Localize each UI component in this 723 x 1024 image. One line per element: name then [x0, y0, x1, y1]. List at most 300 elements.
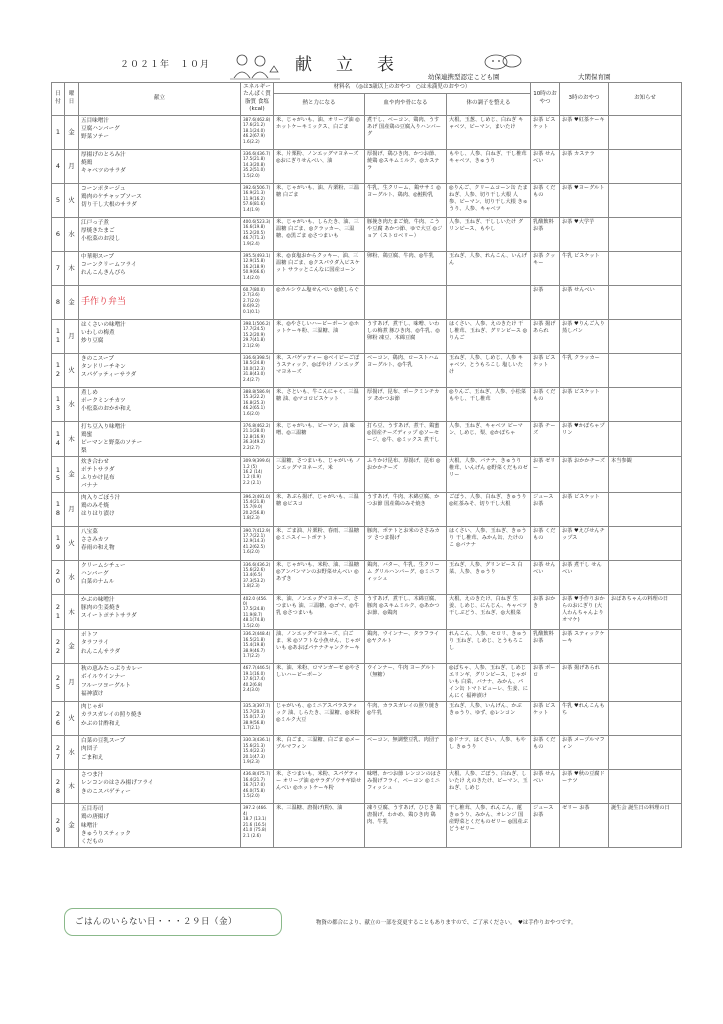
- menu-cell: [79, 664, 241, 702]
- snack-am-cell: お茶 せんべい: [531, 560, 560, 594]
- red-group-cell: 米、白ごま、三温糖、白ごま ◎メープルマフィン: [274, 736, 365, 770]
- nutrition-value: 1.5(2.0): [243, 622, 260, 628]
- snack-am-cell: お茶 くだもの: [531, 736, 560, 770]
- day-cell: 26: [52, 702, 65, 736]
- menu-cell: 手作り弁当: [79, 285, 241, 319]
- menu-cell: [79, 770, 241, 804]
- day-cell: 19: [52, 526, 65, 560]
- notes-cell: [609, 183, 682, 217]
- notes-cell: [609, 251, 682, 285]
- dow-cell: 木: [65, 594, 79, 630]
- nutrition-cell: [241, 560, 274, 594]
- dow-cell: 月: [65, 319, 79, 353]
- footer-note: 物資の都合により、献立の一部を変更することもありますので、ご了承ください。 ♥は手作りおやつです。: [316, 920, 577, 926]
- nutrition-cell: [241, 149, 274, 183]
- nutrition-value: 48.1(74.8): [243, 617, 265, 623]
- nutrition-value: 17.6(21.2): [243, 122, 265, 128]
- nutrition-cell: [241, 319, 274, 353]
- snack-pm-cell: お茶 ♥紅茶ケーキ: [560, 115, 609, 149]
- green-group-cell: 大根、人参、ごぼう、白ねぎ、しいたけ えのきたけ、ピーマン、玉ねぎ、しめじ: [447, 770, 531, 804]
- nutrition-value: 18.5(24.8): [243, 360, 265, 366]
- nutrition-value: 2.7(2.0): [243, 297, 260, 303]
- notes-cell: 誕生会 誕生日の料理の日: [609, 804, 682, 848]
- day-cell: 25: [52, 664, 65, 702]
- nutrition-value: 12.9(15.8): [243, 258, 265, 264]
- yellow-group-cell: 打ち豆、うすあげ、煮干、鶏蜜 ◎国産チーズディップ ◎ソーセージ、◎牛、◎ミックス 煮干し: [365, 421, 447, 456]
- yellow-group-cell: 鶏肉、バター、牛乳、生クリーム グリルハンバーグ、◎ミニフィッシュ: [365, 560, 447, 594]
- snack-am-cell: お茶: [531, 285, 560, 319]
- nutrition-value: 41.2(62.5): [243, 543, 265, 549]
- menu-cell: [79, 217, 241, 251]
- day-cell: 1: [52, 115, 65, 149]
- snack-pm-cell: お茶 カステラ: [560, 149, 609, 183]
- snack-am-cell: お茶 せんべい: [531, 770, 560, 804]
- dish-name: はくさいの味噌汁: [81, 321, 126, 328]
- nutrition-value: 392.6(506.7): [243, 184, 271, 190]
- menu-row: [52, 804, 682, 848]
- nutrition-value: 38.9(56.8): [243, 719, 265, 725]
- menu-row: [52, 217, 682, 251]
- dish-name: タンドリーチキン: [81, 363, 126, 370]
- dish-name: スイートポテトサラダ: [81, 612, 137, 619]
- dish-name: 煮しめ: [81, 389, 98, 396]
- menu-row: [52, 736, 682, 770]
- nutrition-value: 336.6(436.2): [243, 561, 271, 567]
- page-header: [0, 0, 723, 82]
- red-group-cell: 米、油、ノンエッグマヨネーズ、さつまいも 油、三温糖、◎ゴマ、◎牛乳 ◎さつまいも: [274, 594, 365, 630]
- nutrition-value: 467.7(446.5): [243, 665, 271, 671]
- yellow-group-cell: 味噌、かつお節 レンコンのはさみ揚げフライ、ベーコン ◎ミニフィッシュ: [365, 770, 447, 804]
- green-group-cell: 大根、人参、バナナ、きゅうり 椎茸、いんげん ◎野菜くだものゼリー: [447, 457, 531, 492]
- nutrition-value: 8.6(9.2): [243, 303, 260, 309]
- nutrition-value: 388.8(586.9): [243, 388, 271, 394]
- dish-name: 焼鶏: [81, 159, 93, 166]
- nutrition-value: 15.0(17.3): [243, 714, 265, 720]
- dow-cell: 月: [65, 664, 79, 702]
- nutrition-value: 21.1(28.0): [243, 428, 265, 434]
- dish-name: タラフライ: [81, 640, 109, 647]
- nutrition-value: 2.4(2.7): [243, 376, 260, 382]
- nutrition-value: 16.4(21.7): [243, 776, 265, 782]
- notes-cell: [609, 560, 682, 594]
- day-cell: 11: [52, 319, 65, 353]
- green-group-cell: ◎りんご、クリームコーン缶 たまねぎ、人参、切り干し大根 人参、ピーマン、切り干し大根 きゅうり、人参、キャベツ: [447, 183, 531, 217]
- dish-name: いわしの梅煮: [81, 329, 115, 336]
- nutrition-cell: [241, 492, 274, 526]
- snack-am-cell: お茶 せんべい: [531, 149, 560, 183]
- nutrition-value: 20.1(47.3): [243, 753, 265, 759]
- yellow-group-cell: 煮干し、ベーコン、鶏肉、うすあげ 国産鶏の豆腐入りハンバーグ: [365, 115, 447, 149]
- red-group-cell: 米、片栗粉、ノンエッグマヨネーズ ◎おにぎりせんべい、油: [274, 149, 365, 183]
- nutrition-cell: [241, 702, 274, 736]
- menu-row: [52, 457, 682, 492]
- red-group-cell: 米、油、米粉、ロマンガーゼ ◎やさしいハーピーボーン: [274, 664, 365, 702]
- menu-row: [52, 149, 682, 183]
- snack-pm-cell: お茶 ビスケット: [560, 492, 609, 526]
- dish-name: カラスガレイの照り焼き: [81, 712, 143, 719]
- nutrition-value: 16.8(25.3): [243, 399, 265, 405]
- dish-name: くだもの: [81, 838, 104, 845]
- day-cell: 5: [52, 183, 65, 217]
- yellow-group-cell: 牛肉、カラスガレイの照り焼き ◎牛乳: [365, 702, 447, 736]
- snack-pm-cell: お茶 ♥大学芋: [560, 217, 609, 251]
- nutrition-value: 1.8(2.3): [243, 515, 260, 521]
- day-cell: 18: [52, 492, 65, 526]
- menu-row: [52, 183, 682, 217]
- nutrition-value: 16.7(17.0): [243, 782, 265, 788]
- menu-row: [52, 115, 682, 149]
- nutrition-value: 46.0(75.8): [243, 787, 265, 793]
- dish-name: 梨: [81, 448, 87, 455]
- notes-cell: [609, 149, 682, 183]
- nutrition-value: 1.4(2.0): [243, 274, 260, 280]
- nursery-name: 大閑保育園: [578, 73, 611, 81]
- menu-cell: [79, 115, 241, 149]
- day-cell: 27: [52, 736, 65, 770]
- nutrition-value: 16.6(19.8): [243, 224, 265, 230]
- nutrition-value: 15.6(22.6): [243, 567, 265, 573]
- dish-name: 鶏のみそ焼: [81, 502, 109, 509]
- nutrition-value: 1.6(2.2): [243, 138, 260, 144]
- dish-name: キャベツのサラダ: [81, 167, 126, 174]
- nutrition-value: 29.7(41.8): [243, 337, 265, 343]
- dish-name: 肉入りごぼう汁: [81, 494, 121, 501]
- menu-cell: [79, 183, 241, 217]
- dish-name: ピーマンと野菜のソテー: [81, 439, 143, 446]
- dow-cell: 木: [65, 421, 79, 456]
- dish-name: ポークミンチカツ: [81, 397, 126, 404]
- yellow-group-cell: 鶏肉、ウインナー、タラフライ ◎ヤクルト: [365, 630, 447, 664]
- nutrition-value: 46.7(71.3): [243, 235, 265, 241]
- dish-name: 鶏肉のケチャップソース: [81, 193, 142, 200]
- menu-cell: [79, 421, 241, 456]
- dish-name: 打ち豆入り味噌汁: [81, 423, 126, 430]
- red-group-cell: 油、ノンエッグマヨネーズ、白ごま、米 ◎ソフトな小魚せん、じゃがいも ◎あおばパナナチャンクケーキ: [274, 630, 365, 664]
- nutrition-value: 336.6(398.5): [243, 354, 271, 360]
- notes-cell: [609, 421, 682, 456]
- day-cell: 22: [52, 630, 65, 664]
- yellow-group-cell: [365, 285, 447, 319]
- nutrition-value: 46.2(67.9): [243, 133, 265, 139]
- menu-row: [52, 319, 682, 353]
- red-group-cell: 米、三温糖、唐揚げ(粉)、油: [274, 804, 365, 848]
- menu-row: [52, 421, 682, 456]
- snack-am-cell: お茶 ボーロ: [531, 664, 560, 702]
- nutrition-cell: [241, 457, 274, 492]
- dish-name: ポテトサラダ: [81, 467, 115, 474]
- snack-am-cell: ジュース お茶: [531, 804, 560, 848]
- nutrition-value: 16.5(21.8): [243, 636, 265, 642]
- notes-cell: [609, 736, 682, 770]
- nutrition-value: 396.2(491.0): [243, 493, 271, 499]
- nutrition-value: 11.9(8.7): [243, 611, 263, 617]
- dish-name: 五目寿司: [81, 806, 104, 813]
- menu-row: [52, 664, 682, 702]
- nutrition-value: 11.9(16.2): [243, 195, 265, 201]
- notes-cell: [609, 702, 682, 736]
- dish-name: さつま汁: [81, 772, 104, 779]
- nutrition-value: 46.2(65.1): [243, 405, 265, 411]
- nutrition-value: 18.7 (13.1): [243, 816, 267, 822]
- header-dow: 曜日: [65, 83, 79, 116]
- yellow-group-cell: 豚肉、ポテトとお米のささみカツ さつま揚げ: [365, 526, 447, 560]
- dish-name: 厚焼きたまご: [81, 227, 115, 234]
- dow-cell: 火: [65, 353, 79, 387]
- nutrition-value: 12.9(14.3): [243, 538, 265, 544]
- header-snack-am: 10時のおやつ: [531, 83, 560, 116]
- snack-am-cell: お茶 揚げあられ: [531, 319, 560, 353]
- snack-pm-cell: お茶 ♥手作りおからのおにぎり (大人わんちゃんよりオマケ): [560, 594, 609, 630]
- yellow-group-cell: 卵粉、鶏豆腐、牛肉、◎牛乳: [365, 251, 447, 285]
- nutrition-value: 2.2 (2.1): [243, 479, 261, 485]
- nutrition-value: 15.7(20.3): [243, 708, 265, 714]
- menu-row: [52, 702, 682, 736]
- menu-cell: [79, 736, 241, 770]
- no-rice-day-box: [64, 908, 282, 936]
- nutrition-value: 400.6(523.3): [243, 218, 271, 224]
- nutrition-value: 16.2 (14): [243, 469, 263, 475]
- children-illustration: [228, 52, 282, 80]
- dow-cell: 金: [65, 285, 79, 319]
- menu-row: [52, 594, 682, 630]
- dish-name: フルーツヨーグルト: [81, 682, 131, 689]
- header-red-group: 熱と力になる: [274, 93, 365, 115]
- nutrition-value: 12.8(16.9): [243, 433, 265, 439]
- dish-name: 炊き合わせ: [81, 459, 109, 466]
- dish-name: レンコンのはさみ揚げフライ: [81, 780, 154, 787]
- nutrition-value: 309.9(399.6): [243, 458, 271, 464]
- nutrition-value: 13.4(6.5): [243, 572, 263, 578]
- red-group-cell: じゃがいも、◎ミニアスパラスティック 油、しらたき、三温糖、◎米粉 ◎ミルク大豆: [274, 702, 365, 736]
- snack-pm-cell: お茶 スティックケーキ: [560, 630, 609, 664]
- snack-pm-cell: 牛乳 クラッカー: [560, 353, 609, 387]
- menu-row: [52, 770, 682, 804]
- dish-name: クリームシチュー: [81, 562, 126, 569]
- nutrition-value: 15.7(9.0): [243, 504, 263, 510]
- green-group-cell: 人参、玉ねぎ、キャベツ ピーマン、しめじ、梨、◎かぼちゃ: [447, 421, 531, 456]
- day-cell: 21: [52, 594, 65, 630]
- menu-cell: [79, 492, 241, 526]
- dish-name: 炒り豆腐: [81, 337, 104, 344]
- nutrition-value: 38.9(46.7): [243, 647, 265, 653]
- dow-cell: 水: [65, 736, 79, 770]
- notes-cell: [609, 770, 682, 804]
- green-group-cell: ◎ぱちゃ、人参、玉ねぎ、しめじ エリンギ、グリンピース、じゃがいも 白菜、バナナ、みかん、パイン缶 トマトピューレ、生姜、にんにく 福神漬け: [447, 664, 531, 702]
- red-group-cell: 三温糖、さつまいも、じゃがいも ノンエッグマヨネーズ、米: [274, 457, 365, 492]
- day-cell: 6: [52, 217, 65, 251]
- snack-am-cell: お茶 クッキー: [531, 251, 560, 285]
- snack-pm-cell: お茶 ♥えびせんチップス: [560, 526, 609, 560]
- green-group-cell: [447, 285, 531, 319]
- snack-am-cell: お茶 ゼリー: [531, 457, 560, 492]
- green-group-cell: れんこん、人参、セロリ、きゅうり 玉ねぎ、しめじ、とうもろこし: [447, 630, 531, 664]
- notes-cell: [609, 285, 682, 319]
- red-group-cell: 米、◎やさしいハーピーボーン ◎ホットケーキ粉、三温糖、油: [274, 319, 365, 353]
- dish-name: 豚肉の生姜焼き: [81, 604, 121, 611]
- nutrition-value: 57.6(81.6): [243, 201, 265, 207]
- nutrition-value: 36.3(49.2): [243, 439, 265, 445]
- nutrition-value: 17.5(24.8): [243, 606, 265, 612]
- nutrition-cell: [241, 353, 274, 387]
- menu-row: [52, 492, 682, 526]
- green-group-cell: ごぼう、人参、白ねぎ、きゅうり ◎紅茶みそ、切り干し大根: [447, 492, 531, 526]
- header-day: 日付: [52, 83, 65, 116]
- nutrition-value: 336.2(448.4): [243, 631, 271, 637]
- menu-cell: [79, 560, 241, 594]
- dow-cell: 火: [65, 183, 79, 217]
- nutrition-value: 1.2 (5): [243, 463, 257, 469]
- notes-cell: [609, 115, 682, 149]
- nutrition-value: 37.3(53.2): [243, 577, 265, 583]
- dish-name: 肉じゃが: [81, 704, 104, 711]
- dish-name: スパゲッティーサラダ: [81, 371, 137, 378]
- red-group-cell: 米、あぶら揚げ、じゃがいも、三温糖 ◎ビスコ: [274, 492, 365, 526]
- menu-cell: [79, 149, 241, 183]
- header-nutrition: エネルギー たんぱく質 脂質 食塩 (kcal): [241, 83, 274, 116]
- dish-name: 春雨の和え物: [81, 544, 115, 551]
- dow-cell: 月: [65, 149, 79, 183]
- dish-name: きのこスープ: [81, 355, 115, 362]
- snack-pm-cell: お茶 ♥ヨーグルト: [560, 183, 609, 217]
- nutrition-cell: [241, 115, 274, 149]
- notes-cell: [609, 319, 682, 353]
- green-group-cell: 人参、玉ねぎ、干ししいたけ グリンピース、もやし: [447, 217, 531, 251]
- day-cell: 13: [52, 387, 65, 421]
- red-group-cell: ◎カルシウム塩せんべい ◎焼しらぐ: [274, 285, 365, 319]
- dish-name: 福神漬け: [81, 690, 104, 697]
- nutrition-value: 50.9(66.6): [243, 269, 265, 275]
- snack-pm-cell: お茶 ♥かぼちゃプリン: [560, 421, 609, 456]
- snack-am-cell: お茶 チーズ: [531, 421, 560, 456]
- red-group-cell: 米、じゃがいも、しらたき、油、三温糖 白ごま、◎クラッカー、三温糖、◎黒ごま ◎さつまいも: [274, 217, 365, 251]
- yellow-group-cell: 凍り豆腐、うすあげ、ひじき 鶏唐揚げ、わかめ、鶏ひき肉 鶏肉、牛乳: [365, 804, 447, 848]
- nutrition-value: 1.9(2.4): [243, 240, 260, 246]
- nutrition-value: 14.3(20.8): [243, 161, 265, 167]
- red-group-cell: 米、◎食塩おからクッキー、油、三温糖 白ごま、◎クスパウダ入ビスケット サラッとこんなに国産コーン: [274, 251, 365, 285]
- no-rice-day-text: ごはんのいらない日・・・２９日（金）: [75, 917, 238, 927]
- nutrition-value: 330.3(436.1): [243, 737, 271, 743]
- dow-cell: 水: [65, 387, 79, 421]
- notes-cell: [609, 630, 682, 664]
- dish-name: 八宝菜: [81, 528, 98, 535]
- nutrition-value: 335.3(397.7): [243, 703, 271, 709]
- nutrition-value: 18.1(24.0): [243, 127, 265, 133]
- snack-pm-cell: お茶 おかかチーズ: [560, 457, 609, 492]
- menu-cell: [79, 251, 241, 285]
- nutrition-value: 1.4(1.9): [243, 206, 260, 212]
- snack-pm-cell: お茶 メープルマフィン: [560, 736, 609, 770]
- rice-ball-illustration: [480, 52, 526, 70]
- header-snack-pm: 3時のおやつ: [560, 83, 609, 116]
- yellow-group-cell: 豚挽き肉たまご焼、牛肉、こうや豆腐 あかつ節、ゆで大豆 ◎ジョア（ストロベリー）: [365, 217, 447, 251]
- yellow-group-cell: 厚揚げ、昆布、ポークミンチカツ あかつお節: [365, 387, 447, 421]
- nutrition-cell: [241, 770, 274, 804]
- dow-cell: 金: [65, 804, 79, 848]
- dish-name: 白菜の豆乳スープ: [81, 738, 126, 745]
- notes-cell: [609, 526, 682, 560]
- snack-am-cell: 乳酸飲料 お茶: [531, 630, 560, 664]
- nutrition-value: 402.0 (456.0): [243, 595, 268, 607]
- notes-cell: [609, 387, 682, 421]
- dish-name: 切り干し大根のサラダ: [81, 201, 137, 208]
- dish-name: 鶏蜜: [81, 431, 93, 438]
- green-group-cell: 玉ねぎ、人参、グリンピース 白菜、人参、きゅうり: [447, 560, 531, 594]
- dow-cell: 水: [65, 560, 79, 594]
- dow-cell: 水: [65, 217, 79, 251]
- nutrition-value: 1.5(2.0): [243, 172, 260, 178]
- dish-name: 小松菜のおかか和え: [81, 405, 132, 412]
- nutrition-value: 20.2(56.8): [243, 509, 265, 515]
- nutrition-value: 17.5(21.8): [243, 156, 265, 162]
- menu-table: [51, 82, 682, 848]
- nutrition-value: 390.7(412.9): [243, 527, 271, 533]
- yellow-group-cell: うすあげ、煮干し、味噌、いわしの梅煮 豚ひき肉、◎牛乳、◎卵粉 凍豆、木綿豆腐: [365, 319, 447, 353]
- dish-name: 味噌汁: [81, 822, 98, 829]
- green-group-cell: 玉ねぎ、人参、いんげん、かぶ きゅうり、ゆず、◎レンコン: [447, 702, 531, 736]
- nutrition-value: 1.5(2.0): [243, 793, 260, 799]
- nutrition-value: 1.7(2.1): [243, 725, 260, 731]
- yellow-group-cell: ベーコン、鶏肉、ローストハム ヨーグルト、◎牛乳: [365, 353, 447, 387]
- nutrition-value: 15.4(22.3): [243, 748, 265, 754]
- nutrition-value: 395.5(493.1): [243, 252, 271, 258]
- snack-pm-cell: お茶 煮干し せんべい: [560, 560, 609, 594]
- dow-cell: 金: [65, 115, 79, 149]
- nutrition-cell: [241, 251, 274, 285]
- day-cell: 4: [52, 149, 65, 183]
- snack-pm-cell: お茶 ビスケット: [560, 387, 609, 421]
- header-menu: 献立: [79, 83, 241, 116]
- nutrition-cell: [241, 664, 274, 702]
- nutrition-value: 2.1 (2.6): [243, 832, 261, 838]
- dow-cell: 火: [65, 526, 79, 560]
- dish-name: きゅうりスティック: [81, 830, 131, 837]
- menu-row: [52, 353, 682, 387]
- nutrition-value: 15.2(20.5): [243, 229, 265, 235]
- green-group-cell: 玉ねぎ、人参、しめじ、人参 キャベツ、とうもろこし 塩しいたけ: [447, 353, 531, 387]
- snack-pm-cell: お茶 せんべい: [560, 285, 609, 319]
- dish-name: ハンバーグ: [81, 570, 109, 577]
- nutrition-value: 2.7(3.6): [243, 292, 260, 298]
- green-group-cell: 玉ねぎ、人参、れんこん、いんげん: [447, 251, 531, 285]
- nutrition-value: 1.9(2.3): [243, 759, 260, 765]
- nutrition-value: 16.2(18.9): [243, 263, 265, 269]
- nutrition-value: 15.4(21.8): [243, 499, 265, 505]
- snack-am-cell: お茶 くだもの: [531, 387, 560, 421]
- dish-name: 秋の恵みたっぷりカレー: [81, 666, 143, 673]
- green-group-cell: ◎ドナツ、はくさい、人参、もやし きゅうり: [447, 736, 531, 770]
- notes-cell: 本当参観: [609, 457, 682, 492]
- nutrition-value: 17.7(22.1): [243, 533, 265, 539]
- notes-cell: [609, 664, 682, 702]
- nutrition-value: 10.0(12.3): [243, 365, 265, 371]
- nutrition-value: 16.9(21.3): [243, 190, 265, 196]
- nutrition-value: 2.4(3.0): [243, 687, 260, 693]
- dish-name: バナナ: [81, 483, 98, 490]
- nutrition-value: 15.4(19.8): [243, 642, 265, 648]
- menu-row: [52, 560, 682, 594]
- dish-name: 五目味噌汁: [81, 117, 109, 124]
- nutrition-cell: [241, 594, 274, 630]
- snack-pm-cell: お茶 ♥秋の豆腐ドーナツ: [560, 770, 609, 804]
- dish-name: 豆腐ハンバーグ: [81, 125, 120, 132]
- nutrition-value: 1.6(2.0): [243, 549, 260, 555]
- menu-row: [52, 526, 682, 560]
- nutrition-value: 387.6(462.8): [243, 116, 271, 122]
- green-group-cell: 大根、玉葱、しめじ、白ねぎ キャベツ、ピーマン、まいたけ: [447, 115, 531, 149]
- dish-name: ボイルウインナー: [81, 674, 126, 681]
- yellow-group-cell: うすあげ、煮干し、木綿豆腐、豚肉 ◎スキムミルク、◎あかつお節、◎鶏肉: [365, 594, 447, 630]
- yellow-group-cell: ふりかけ昆布、厚揚げ、昆布 ◎おかかチーズ: [365, 457, 447, 492]
